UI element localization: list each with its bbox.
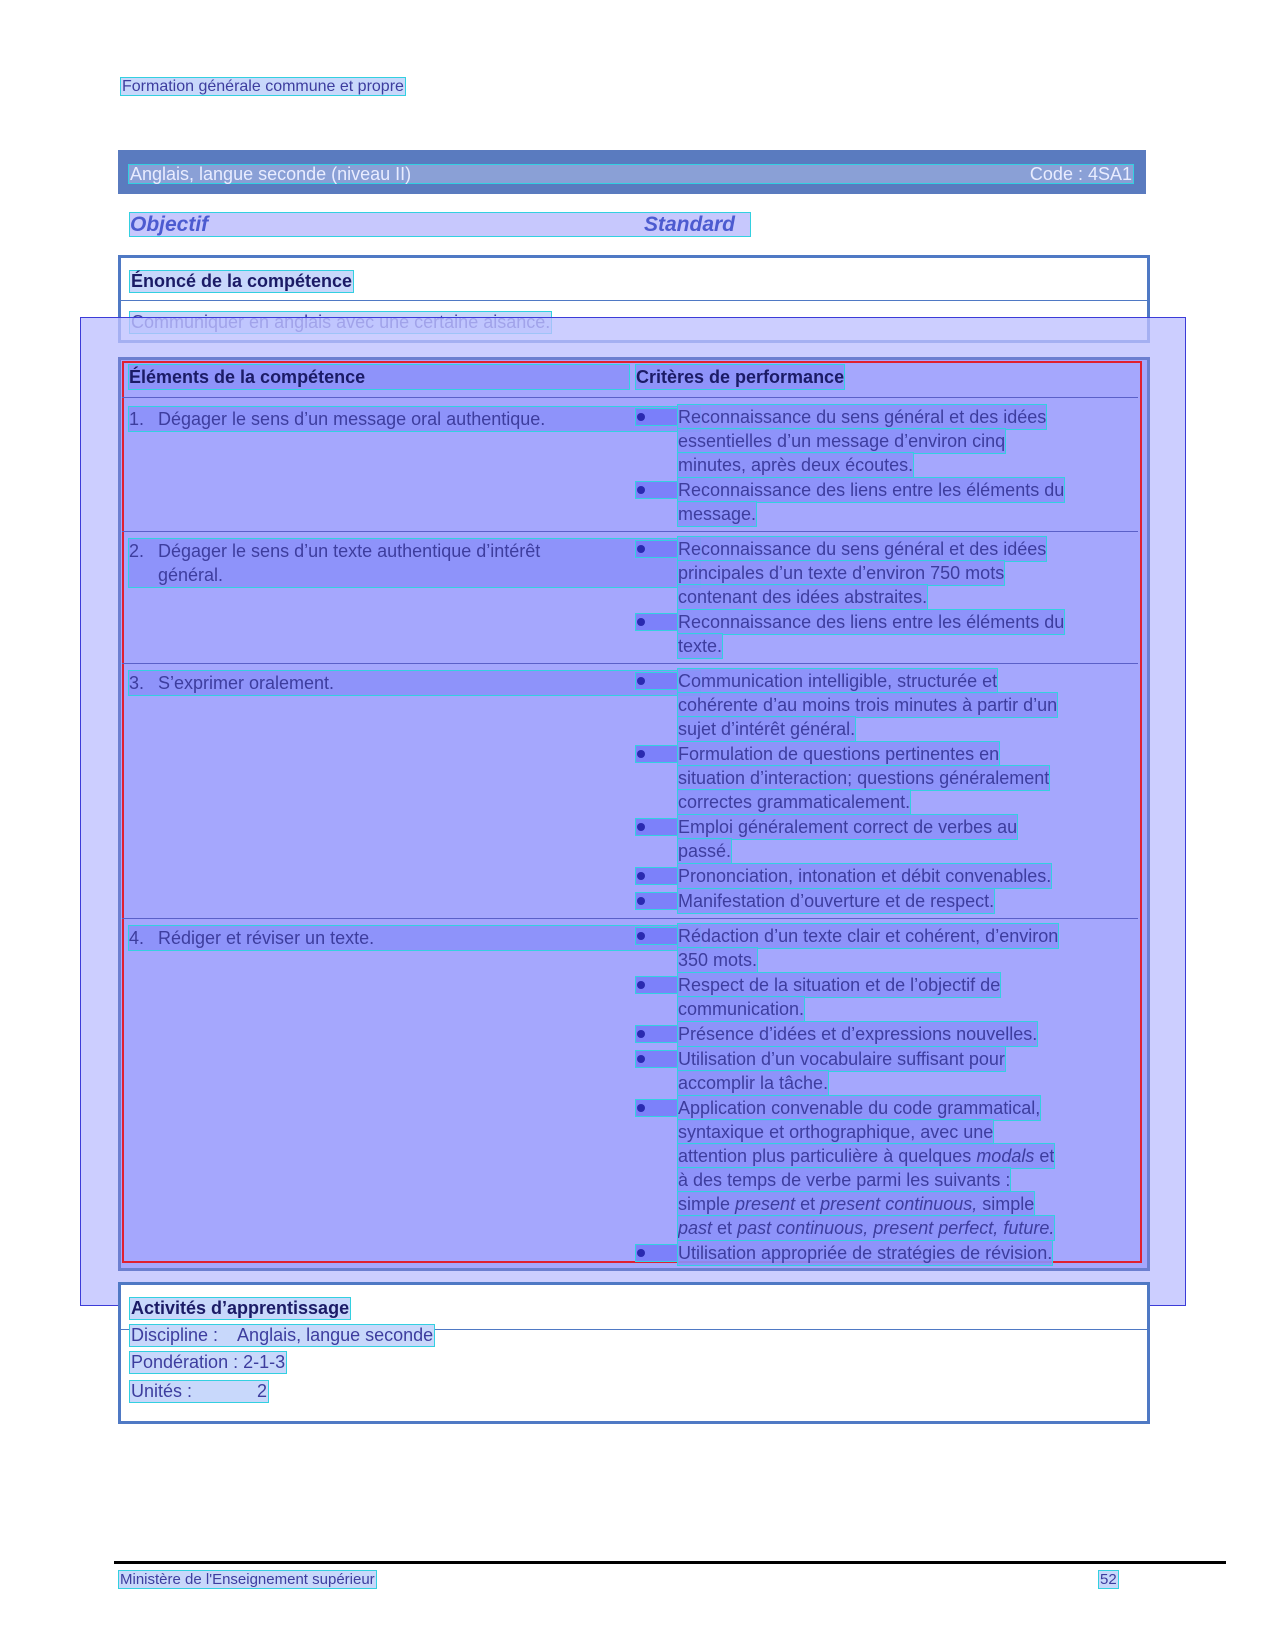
activities-title: Activités d’apprentissage [131,1298,350,1318]
criterion-line: communication. [678,999,805,1019]
criterion-line: sujet d’intérêt général. [678,719,856,739]
bullet-icon [637,486,645,494]
discipline-value: Anglais, langue seconde [237,1325,434,1345]
element-text-3 [129,671,700,695]
enonce-title: Énoncé de la compétence [131,271,353,291]
element-number: 3. [129,673,145,693]
criterion-line: Reconnaissance des liens entre les éléments du [678,612,1065,632]
criterion-line: Reconnaissance du sens général et des idées [678,407,1047,427]
bullet-icon [637,677,645,685]
criterion-line: Manifestation d’ouverture et de respect. [678,891,995,911]
unites-value: 2 [257,1381,268,1401]
criterion-4-4 [678,1047,1133,1095]
criterion-3-2 [678,742,1133,814]
element-number: 4. [129,928,145,948]
row-divider [122,531,1138,532]
col-header-elements: Éléments de la compétence [129,365,629,389]
criterion-line: simple present et present continuous, simple [678,1194,1035,1214]
element-text-1 [129,407,700,431]
element-line: Dégager le sens d’un texte authentique d’intérêt [158,541,541,561]
criterion-1-1 [678,405,1133,477]
criterion-line: situation d’interaction; questions généralement [678,768,1050,788]
bullet-icon [637,897,645,905]
course-code: Code : 4SA1 [1029,163,1132,184]
bullet-icon [637,618,645,626]
criterion-2-1 [678,537,1133,609]
element-text-4 [129,926,700,950]
criterion-line: Application convenable du code grammatical, [678,1098,1041,1118]
criterion-line: Utilisation d’un vocabulaire suffisant pour [678,1049,1005,1069]
criterion-line: cohérente d’au moins trois minutes à partir d’un [678,695,1058,715]
criterion-line: Respect de la situation et de l’objectif de [678,975,1001,995]
discipline-label: Discipline : [131,1325,219,1345]
unites-line [129,1380,269,1403]
criterion-line: accomplir la tâche. [678,1073,829,1093]
criterion-4-2 [678,973,1133,1021]
bullet-icon [637,1104,645,1112]
criterion-line: Présence d’idées et d’expressions nouvelles. [678,1024,1038,1044]
ponderation-value: 2-1-3 [243,1352,286,1372]
discipline-line [129,1324,435,1347]
criterion-line: syntaxique et orthographique, avec une [678,1122,994,1142]
criterion-line: Prononciation, intonation et débit convenables. [678,866,1052,886]
criterion-line: Rédaction d’un texte clair et cohérent, d’environ [678,926,1059,946]
criterion-line: 350 mots. [678,950,758,970]
criterion-4-5 [678,1096,1133,1240]
criterion-line: Reconnaissance des liens entre les éléments du [678,480,1065,500]
criterion-line: Communication intelligible, structurée et [678,671,998,691]
bullet-icon [637,413,645,421]
footer-ministry: Ministère de l'Enseignement supérieur [120,1571,375,1588]
course-title: Anglais, langue seconde (niveau II) [130,163,412,184]
criterion-line: à des temps de verbe parmi les suivants : [678,1170,1011,1190]
element-number: 1. [129,409,145,429]
bullet-icon [637,1030,645,1038]
criterion-line: correctes grammaticalement. [678,792,911,812]
page-number: 52 [1100,1571,1117,1588]
element-number: 2. [129,541,145,561]
criterion-line: Emploi généralement correct de verbes au [678,817,1018,837]
criterion-line: attention plus particulière à quelques modals et [678,1146,1055,1166]
criterion-3-1 [678,669,1133,741]
header-divider [122,397,1138,398]
enonce-divider [121,300,1147,301]
element-line: général. [158,565,224,585]
element-line: Rédiger et réviser un texte. [158,928,375,948]
element-line: Dégager le sens d’un message oral authentique. [158,409,546,429]
running-header: Formation générale commune et propre [122,78,404,95]
bullet-icon [637,1249,645,1257]
bullet-icon [637,1055,645,1063]
objectif-label: Objectif [130,213,209,236]
unites-label: Unités : [131,1381,193,1401]
row-divider [122,663,1138,664]
criterion-3-4 [678,864,1133,888]
criterion-4-6 [678,1241,1133,1265]
element-text-2 [129,539,700,587]
bullet-icon [637,750,645,758]
criterion-4-1 [678,924,1133,972]
criterion-4-3 [678,1022,1133,1046]
criterion-line: Utilisation appropriée de stratégies de révision. [678,1243,1053,1263]
criterion-line: Formulation de questions pertinentes en [678,744,1000,764]
criterion-1-2 [678,478,1133,526]
bullet-icon [637,981,645,989]
col-header-criteria: Critères de performance [636,367,845,387]
criterion-line: message. [678,504,757,524]
bullet-icon [637,932,645,940]
criterion-line: minutes, après deux écoutes. [678,455,914,475]
bullet-icon [637,545,645,553]
element-line: S’exprimer oralement. [158,673,335,693]
criterion-line: contenant des idées abstraites. [678,587,928,607]
footer-rule [114,1561,1226,1564]
course-title-bar [118,150,1146,194]
ponderation-line [129,1351,287,1374]
criterion-2-2 [678,610,1133,658]
objective-standard-row [129,212,751,237]
criterion-line: past et past continuous, present perfect, future. [678,1218,1055,1238]
row-divider [122,918,1138,919]
criterion-3-3 [678,815,1133,863]
criterion-line: Reconnaissance du sens général et des idées [678,539,1047,559]
criterion-line: principales d’un texte d’environ 750 mots [678,563,1005,583]
criterion-3-5 [678,889,1133,913]
criterion-line: texte. [678,636,723,656]
bullet-icon [637,823,645,831]
course-title-inner [128,164,1134,184]
standard-label: Standard [644,213,736,236]
bullet-icon [637,872,645,880]
ponderation-label: Pondération : [131,1352,239,1372]
criterion-line: passé. [678,841,732,861]
criterion-line: essentielles d’un message d’environ cinq [678,431,1006,451]
